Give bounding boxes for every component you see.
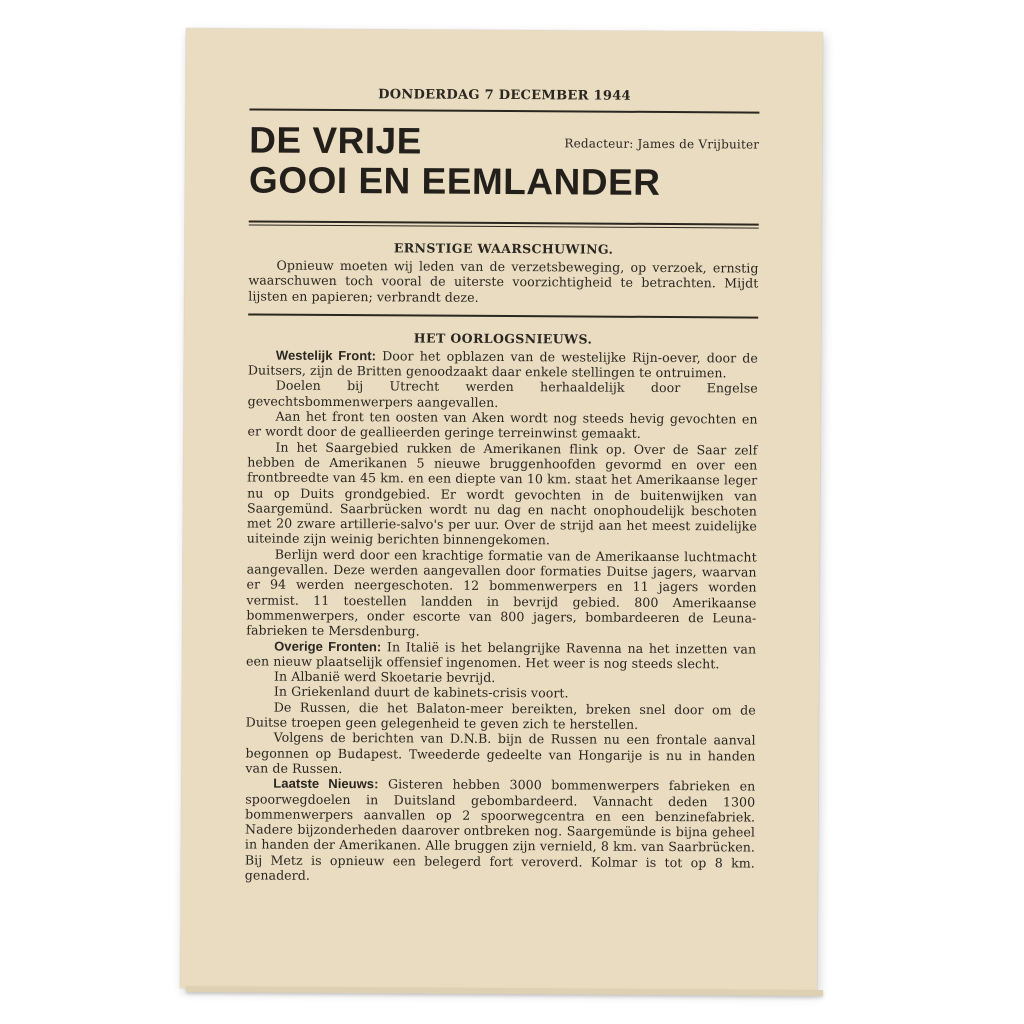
newspaper-sheet <box>180 28 823 992</box>
warning-heading: ERNSTIGE WAARSCHUWING. <box>393 240 614 257</box>
other-paragraph-3: In Griekenland duurt de kabinets-crisis voort. <box>273 684 569 701</box>
latest-news-label: Laatste Nieuws: <box>273 775 379 792</box>
war-news-heading: HET OORLOGSNIEUWS. <box>413 330 593 347</box>
masthead <box>249 120 760 223</box>
other-paragraph-4: De Russen, die het Balaton-meer bereikten, breken snel door om de Duitse troepen geen gelegenheid te geven zich te herstellen. <box>245 699 756 732</box>
west-front-label: Westelijk Front: <box>275 347 377 364</box>
west-paragraph-3: Aan het front ten oosten van Aken wordt nog steeds hevig gevochten en er wordt door de geallieerden geringe terreinwinst gemaakt. <box>247 408 758 442</box>
west-paragraph-1 <box>248 347 758 381</box>
other-paragraph-1 <box>246 638 756 672</box>
newspaper-title <box>249 120 759 203</box>
west-paragraph-5: Berlijn werd door een krachtige formatie van de Amerikaanse luchtmacht aangevallen. Deze werden aangevallen door formaties Duitse jagers, waarvan er 94 werden neergeschoten. 12 bommenwerpers en 11 jagers worden vermist. 11 toestellen landden in bevrijd gebied. 800 Amerikaanse bommenwerpers, onder escorte van 800 jagers, bombardeeren de Leuna-fabrieken te Mersdenburg. <box>246 546 757 639</box>
west-paragraph-2: Doelen bij Utrecht werden herhaaldelijk door Engelse gevechtsbommenwerpers aangevallen. <box>247 378 758 410</box>
other-fronts-label: Overige Fronten: <box>274 638 382 654</box>
title-line-2: GOOI EN EEMLANDER <box>248 159 661 203</box>
title-line-1: DE VRIJE <box>249 119 423 162</box>
west-text-1: Door het opblazen van de westelijke Rijn-oever, door de Duitsers, zijn de Britten genoodzaakt daar enkele stellingen te ontruimen. <box>247 348 758 381</box>
other-text-1: In Italië is het belangrijke Ravenna na het inzetten van een nieuw plaatselijk offensief ingenomen. Het weer is nog steeds slecht. <box>246 638 757 672</box>
latest-paragraph-1 <box>245 776 756 886</box>
warning-text: Opnieuw moeten wij leden van de verzetsbeweging, op verzoek, ernstig waarschuwen toch vooral de uiterste voorzichtigheid te betrachten. Mijdt lijsten en papieren; verbrandt deze. <box>248 257 759 305</box>
other-paragraph-2: In Albanië werd Skoetarie bevrijd. <box>273 668 496 686</box>
top-rule <box>249 108 759 113</box>
dateline: DONDERDAG 7 DECEMBER 1944 <box>378 87 631 104</box>
other-paragraph-5: Volgens de berichten van D.N.B. bijn de Russen nu een frontale aanval begonnen op Budapest. Tweederde gedeelte van Hongarije is nu in handen van de Russen. <box>245 729 756 776</box>
west-paragraph-4: In het Saargebied rukken de Amerikanen flink op. Over de Saar zelf hebben de Amerikanen 5 nieuwe bruggenhoofden gevormd en over een frontbreedte van 45 km. en een diepte van 10 km. staat het Amerikaanse leger nu op Duits grondgebied. Er wordt gevochten in de buitenwijken van Saargemünd. Saarbrücken wordt nu dag en nacht onophoudelijk beschoten met 20 zware artillerie-salvo's per uur. Over de strijd aan het meest zuidelijke uiteinde zijn weinig berichten binnengekomen. <box>246 439 758 548</box>
editor-credit: Redacteur: James de Vrijbuiter <box>564 136 760 152</box>
latest-text-1: Gisteren hebben 3000 bommenwerpers fabrieken en spoorwegdoelen in Duitsland gebombardeerd. Vannacht deden 1300 bommenwerpers aanvallen op 2 spoorwegcentra en een benzinefabriek. Nadere bijzonderheden daarover ontbreken nog. Saargemünde is bijna geheel in handen der Amerikanen. Alle bruggen zijn vernield, 8 km. van Saarbrücken. Bij Metz is opnieuw een belegerd fort veroverd. Kolmar is tot op 8 km. genaderd. <box>244 776 756 883</box>
newspaper-page <box>245 86 760 885</box>
section-divider <box>248 313 758 318</box>
